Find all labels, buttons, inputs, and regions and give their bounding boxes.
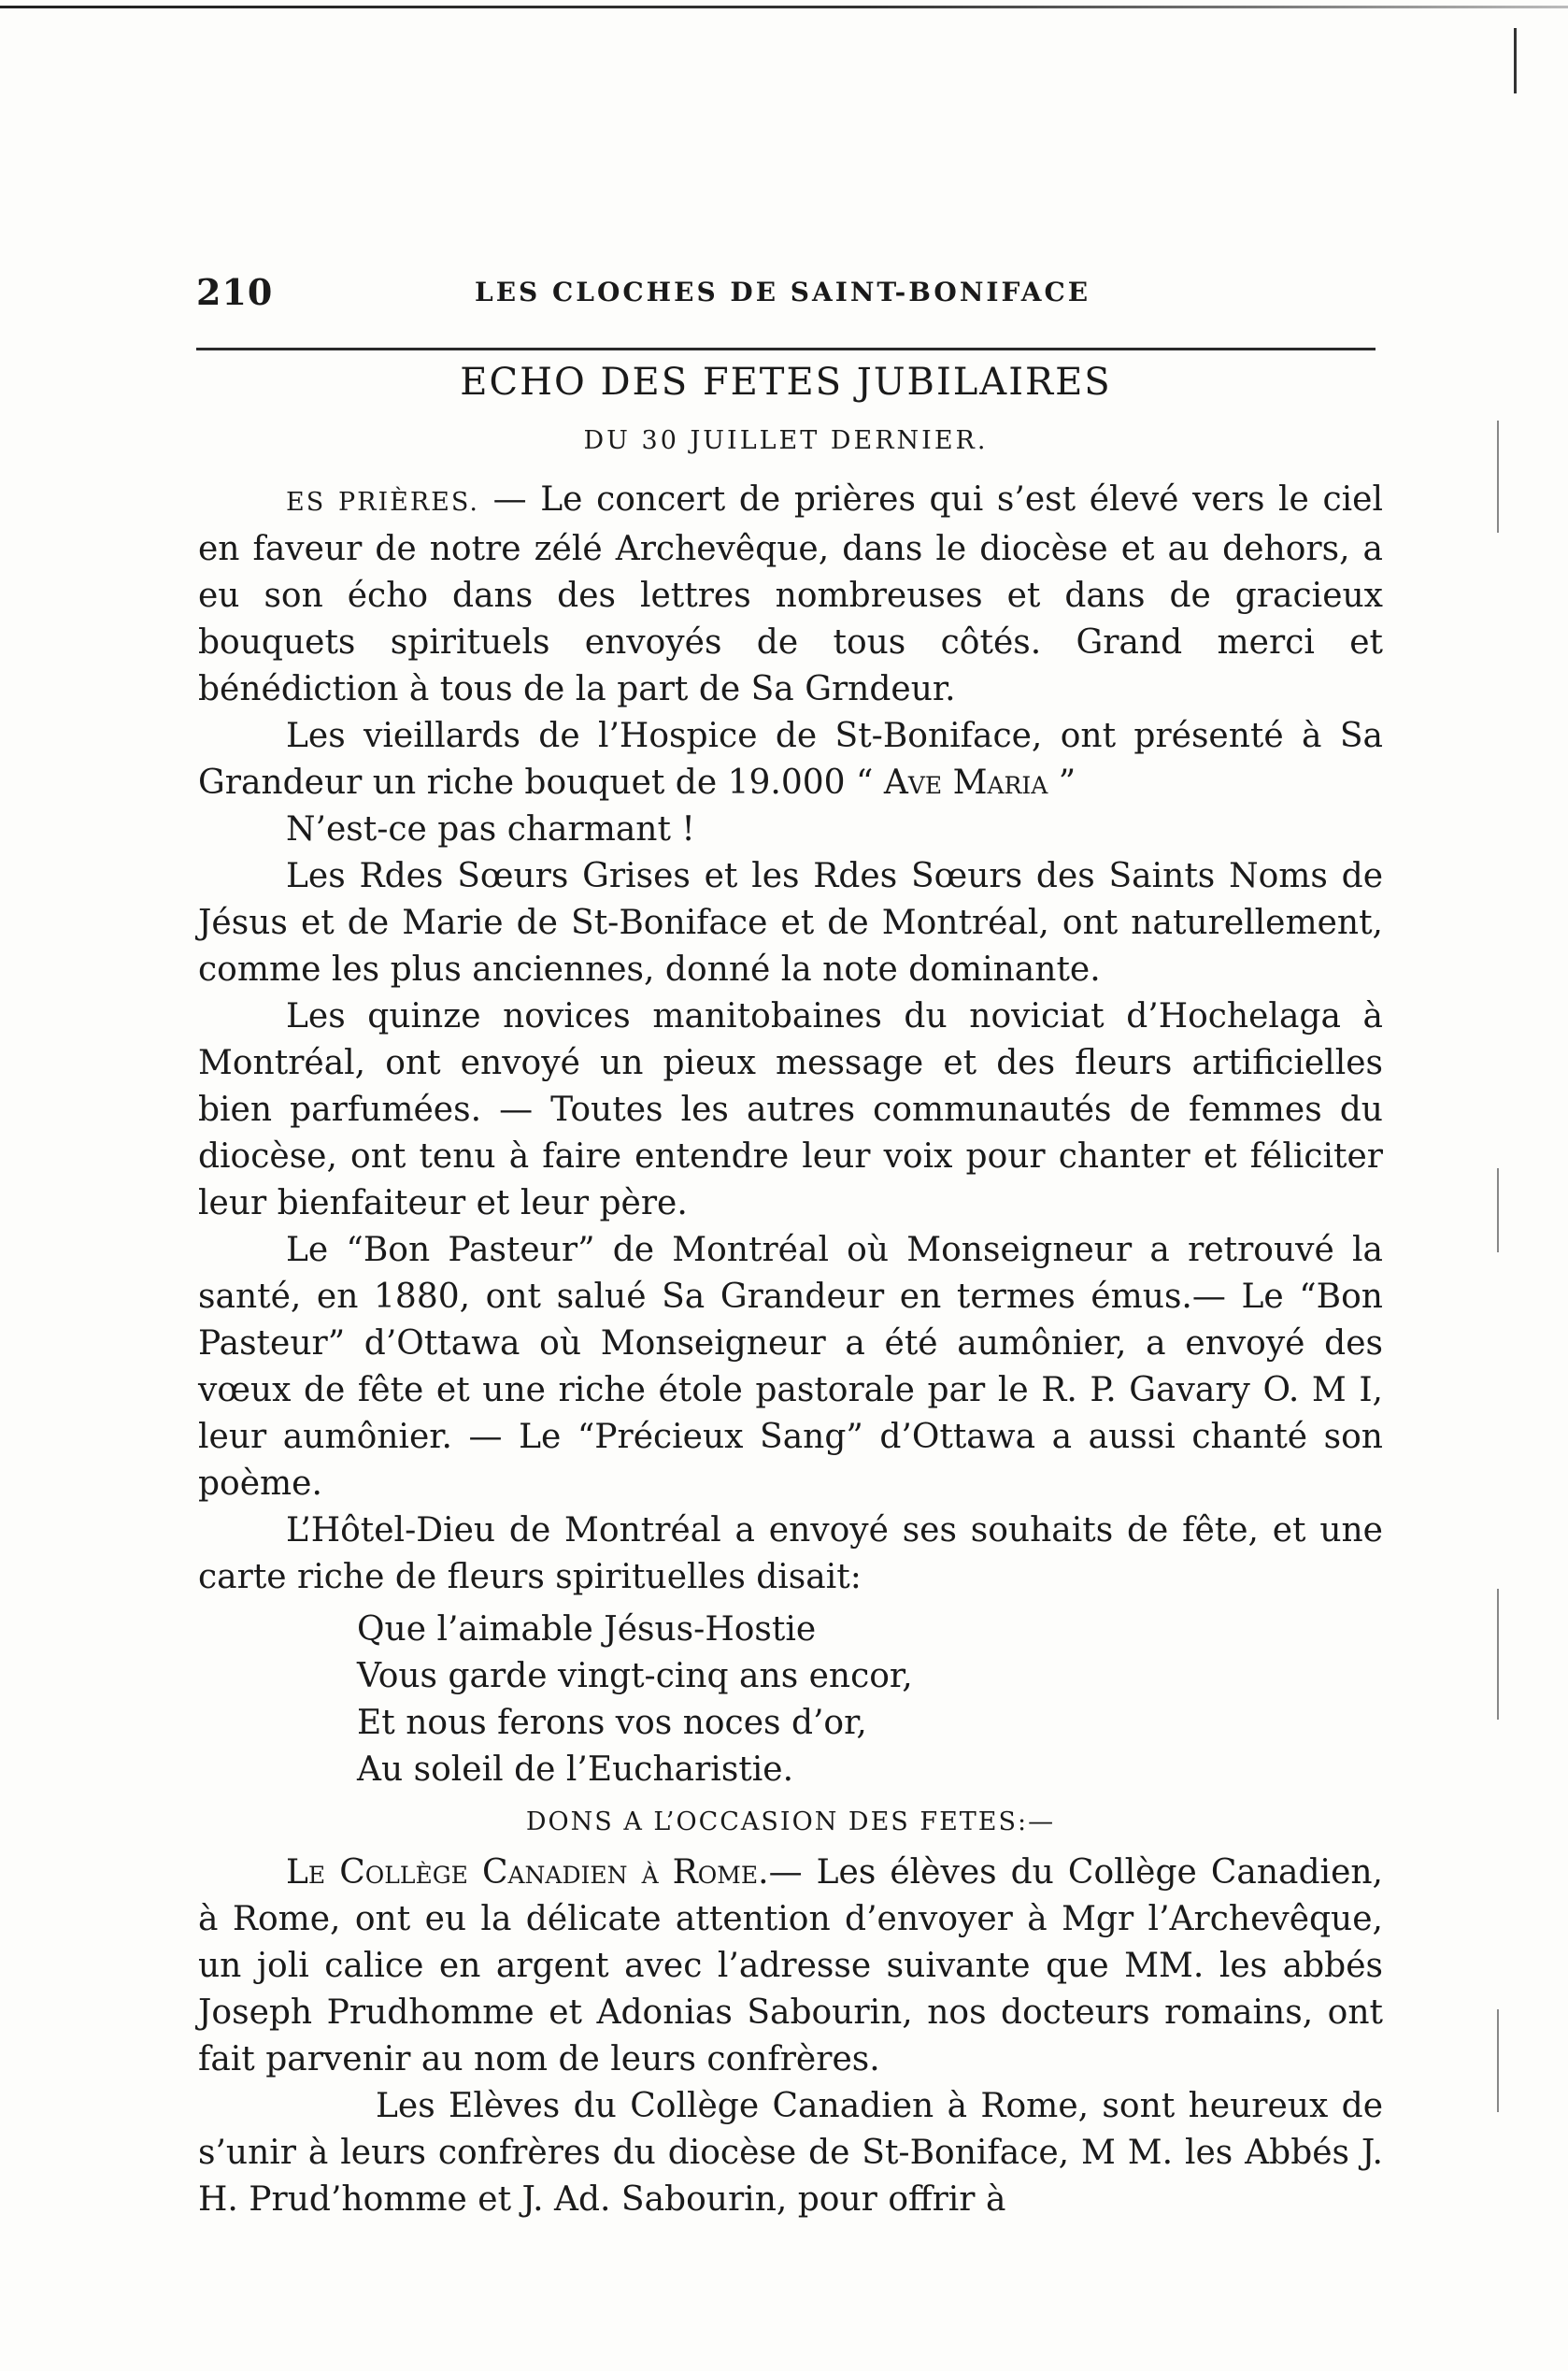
paragraph-address-quote: Les Elèves du Collège Canadien à Rome, sont heureux de s’unir à leurs confrères du diocèse de St-Boniface, M M. les Abbés J. H. Prud’homme et J. Ad. Sabourin, pour offrir à xyxy=(198,2087,1383,2219)
paragraph-vieillards xyxy=(198,713,1383,807)
verse-block xyxy=(357,1607,1383,1793)
paragraph-bon-pasteur: Le “Bon Pasteur” de Montréal où Monseigneur a retrouvé la santé, en 1880, ont salué Sa Grandeur en termes émus.— Le “Bon Pasteur” d’Ottawa où Monseigneur a été aumônier, a envoyé des vœux de fête et une riche étole pastorale par le R. P. Gavary O. M I, leur aumônier. — Le “Précieux Sang” d’Ottawa a aussi chanté son poème. xyxy=(198,1231,1383,1503)
article-subtitle: DU 30 JUILLET DERNIER. xyxy=(583,426,989,455)
article-title: ECHO DES FETES JUBILAIRES xyxy=(460,361,1112,404)
scan-edge-mark xyxy=(1514,28,1517,93)
paragraph-hotel-dieu: L’Hôtel-Dieu de Montréal a envoyé ses souhaits de fête, et une carte riche de fleurs spirituelles disait: xyxy=(198,1511,1383,1596)
running-header xyxy=(196,271,1374,318)
scan-edge-mark xyxy=(1497,1589,1499,1720)
paragraph-prieres xyxy=(198,477,1383,713)
paragraph-lead: Le Collège Canadien à Rome. xyxy=(286,1853,769,1892)
section-heading: DONS A L’OCCASION DES FETES:— xyxy=(525,1807,1056,1836)
verse-line: Et nous ferons vos noces d’or, xyxy=(357,1704,867,1742)
verse-line: Vous garde vingt-cinq ans encor, xyxy=(357,1657,913,1695)
scan-edge-mark xyxy=(1497,421,1499,533)
article-body xyxy=(198,477,1383,2223)
paragraph-novices: Les quinze novices manitobaines du noviciat d’Hochelaga à Montréal, ont envoyé un pieux message et des fleurs artificielles bien parfumées. — Toutes les autres communautés de femmes du diocèse, ont tenu à faire entendre leur voix pour chanter et féliciter leur bienfaiteur et leur père. xyxy=(198,997,1383,1222)
page-number: 210 xyxy=(196,271,274,313)
scan-edge-mark xyxy=(1497,1168,1499,1252)
verse-line: Au soleil de l’Eucharistie. xyxy=(357,1750,794,1789)
paragraph-college xyxy=(198,1850,1383,2083)
paragraph-soeurs: Les Rdes Sœurs Grises et les Rdes Sœurs des Saints Noms de Jésus et de Marie de St-Boniface et de Montréal, ont naturellement, comme les plus anciennes, donné la note dominante. xyxy=(198,857,1383,989)
paragraph-lead: ES PRIÈRES. xyxy=(286,488,479,517)
paragraph-text: Les vieillards de l’Hospice de St-Boniface, ont présenté à Sa Grandeur un riche bouquet de 19.000 “ xyxy=(198,717,1383,802)
ave-maria-text: Ave Maria xyxy=(883,764,1048,802)
scan-edge-mark xyxy=(1497,2009,1499,2112)
paragraph-text: — Les élèves du Collège Canadien, à Rome, ont eu la délicate attention d’envoyer à Mgr l’Archevêque, un joli calice en argent avec l’adresse suivante que MM. les abbés Joseph Prudhomme et Adonias Sabourin, nos docteurs romains, ont fait parvenir au nom de leurs confrères. xyxy=(198,1853,1384,2078)
header-rule xyxy=(196,348,1376,350)
paragraph-text: ” xyxy=(1048,764,1076,802)
paragraph-charmant: N’est-ce pas charmant ! xyxy=(286,810,695,849)
verse-line: Que l’aimable Jésus-Hostie xyxy=(357,1610,817,1649)
paragraph-text: — Le concert de prières qui s’est élevé vers le ciel en faveur de notre zélé Archevêque, dans le diocèse et au dehors, a eu son écho dans des lettres nombreuses et dans de gracieux bouquets spirituels envoyés de tous côtés. Grand merci et bénédiction à tous de la part de Sa Grndeur. xyxy=(198,480,1383,708)
scan-border-line xyxy=(0,6,1568,8)
running-title: LES CLOCHES DE SAINT-BONIFACE xyxy=(475,277,1091,307)
